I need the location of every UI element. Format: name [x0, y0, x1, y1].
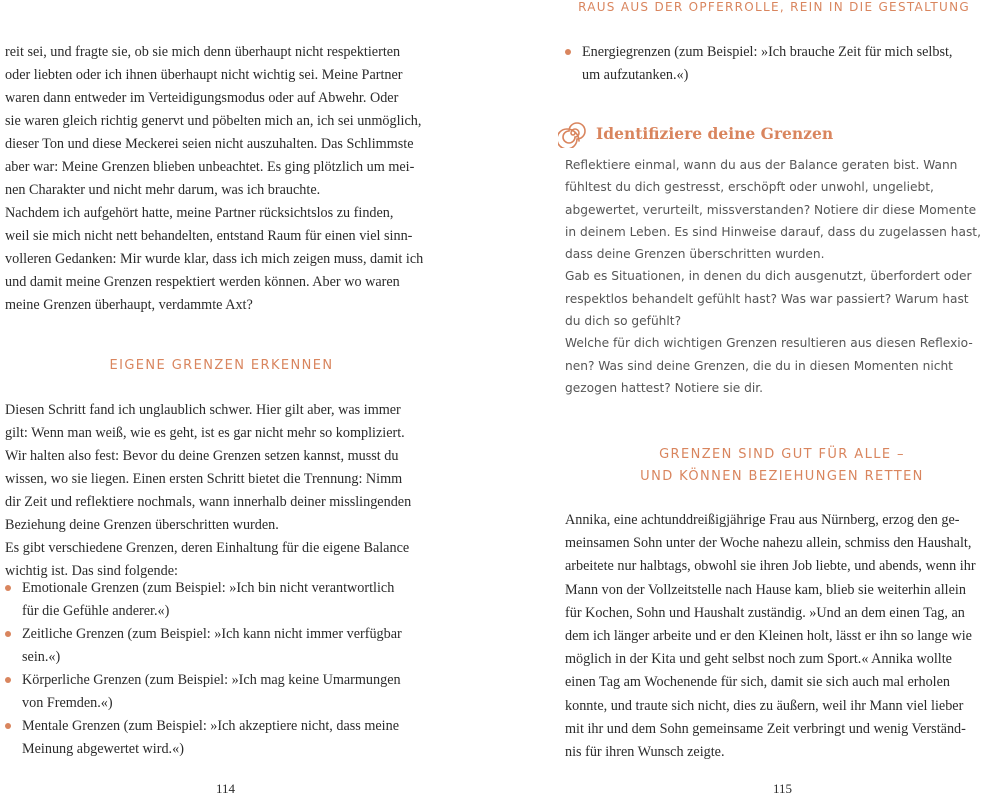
text-line: gezogen hattest? Notiere sie dir. — [565, 380, 763, 395]
text-line: Zeitliche Grenzen (zum Beispiel: »Ich kann nicht immer verfügbar — [22, 626, 402, 642]
text-line: Emotionale Grenzen (zum Beispiel: »Ich bin nicht verantwortlich — [22, 580, 395, 596]
text-line: und damit meine Grenzen respektiert werden können. Aber wo waren — [5, 274, 400, 290]
text-line: arbeitete nur halbtags, obwohl sie ihren Job liebte, und abends, wenn ihr — [565, 558, 976, 575]
text-line: mit ihr und dem Sohn gemeinsame Zeit verbringt und wenig Verständ- — [565, 720, 966, 737]
text-line: Reflektiere einmal, wann du aus der Balance geraten bist. Wann — [565, 158, 958, 172]
text-line: Mann von der Vollzeitstelle nach Hause kam, blieb sie weiterhin allein — [565, 581, 966, 598]
text-line: Welche für dich wichtigen Grenzen resultieren aus diesen Reflexio- — [565, 336, 973, 351]
text-line: waren dann entweder im Verteidigungsmodus oder auf Abwehr. Oder — [5, 90, 399, 106]
page-number-left: 114 — [216, 781, 236, 796]
energy-boundary-list — [565, 41, 997, 87]
paragraph-2 — [5, 202, 438, 317]
paragraph-annika — [565, 509, 998, 764]
text-line: Wir halten also fest: Bevor du deine Grenzen setzen kannst, musst du — [5, 448, 399, 464]
heading-line: UND KÖNNEN BEZIEHUNGEN RETTEN — [640, 469, 924, 484]
text-line: für Kochen, Sohn und Haushalt zuständig. »Und an dem einen Tag, an — [565, 604, 965, 621]
text-line: fühltest du dich gestresst, erschöpft oder unwohl, ungeliebt, — [565, 180, 934, 195]
text-line: Nachdem ich aufgehört hatte, meine Partner rücksichtslos zu finden, — [5, 205, 394, 221]
text-line: nen? Was sind deine Grenzen, die du in diesen Momenten nicht — [565, 358, 953, 373]
text-line: Beziehung deine Grenzen überschritten wurden. — [5, 517, 279, 533]
text-line: nen Charakter und nicht mehr darum, was ich brauchte. — [5, 182, 321, 198]
list-item — [565, 41, 997, 87]
text-line: dir Zeit und reflektiere nochmals, wann innerhalb deiner misslingenden — [5, 494, 412, 510]
text-line: einen Tag am Wochenende für sich, damit sie sich auch mal erholen — [565, 674, 950, 691]
text-line: oder liebten oder ich ihnen überhaupt nicht wichtig sei. Meine Partner — [5, 67, 403, 83]
section-heading-grenzen-gut — [558, 444, 1000, 488]
text-line: gilt: Wenn man weiß, wie es geht, ist es gar nicht mehr so kompliziert. — [5, 425, 405, 441]
text-line: möglich in der Kita und geht selbst noch zum Sport.« Annika wollte — [565, 651, 952, 668]
section-heading-eigene-grenzen: EIGENE GRENZEN ERKENNEN — [109, 358, 334, 373]
page-number-right: 115 — [773, 781, 793, 796]
text-line: dem ich länger arbeite und er den Kleinen holt, lässt er ihn so lange wie — [565, 628, 972, 645]
text-line: Mentale Grenzen (zum Beispiel: »Ich akzeptiere nicht, dass meine — [22, 718, 400, 734]
text-line: respektlos behandelt gefühlt hast? Was war passiert? Warum hast — [565, 291, 969, 306]
right-page — [558, 0, 1000, 800]
bullet-dot-icon — [5, 677, 11, 683]
list-item — [5, 623, 440, 669]
text-line: Energiegrenzen (zum Beispiel: »Ich brauche Zeit für mich selbst, — [582, 44, 953, 60]
text-line: dieser Ton und diese Meckerei seien nicht auszuhalten. Das Schlimmste — [5, 136, 414, 152]
boundary-types-list — [5, 577, 440, 761]
heading-line: GRENZEN SIND GUT FÜR ALLE – — [659, 447, 905, 462]
text-line: abgewertet, verurteilt, missverstanden? Notiere dir diese Momente — [565, 202, 977, 217]
text-line: konnte, und traute sich nicht, dies zu äußern, weil ihr Mann viel lieber — [565, 697, 964, 714]
text-line: Meinung abgewertet wird.«) — [22, 741, 184, 757]
bullet-dot-icon — [5, 631, 11, 637]
text-line: Körperliche Grenzen (zum Beispiel: »Ich mag keine Umarmungen — [22, 672, 401, 688]
text-line: wichtig ist. Das sind folgende: — [5, 563, 178, 579]
text-line: du dich so gefühlt? — [565, 314, 682, 329]
text-line: aber war: Meine Grenzen blieben unbeachtet. Es ging plötzlich um mei- — [5, 159, 415, 175]
text-line: weil sie mich nicht nett behandelten, entstand Raum für einen viel sinn- — [5, 228, 413, 244]
text-line: meinsamen Sohn unter der Woche nahezu allein, schmiss den Haushalt, — [565, 535, 972, 552]
text-line: für die Gefühle anderer.«) — [22, 603, 170, 619]
spiral-icon — [558, 118, 588, 148]
text-line: sie waren gleich richtig genervt und pöbelten mich an, ich sei unmöglich, — [5, 113, 422, 129]
text-line: nis für ihren Wunsch zeigte. — [565, 744, 725, 761]
bullet-dot-icon — [5, 723, 11, 729]
text-line: um aufzutanken.«) — [582, 67, 689, 83]
list-item — [5, 577, 440, 623]
text-line: volleren Gedanken: Mir wurde klar, dass ich mich zeigen muss, damit ich — [5, 251, 424, 267]
paragraph-3 — [5, 399, 438, 537]
paragraph-1 — [5, 41, 438, 202]
text-line: Es gibt verschiedene Grenzen, deren Einhaltung für die eigene Balance — [5, 540, 410, 556]
text-line: Gab es Situationen, in denen du dich ausgenutzt, überfordert oder — [565, 269, 972, 284]
text-line: Annika, eine achtunddreißigjährige Frau aus Nürnberg, erzog den ge- — [565, 512, 960, 528]
exercise-text — [565, 154, 997, 399]
list-item — [5, 669, 440, 715]
bullet-dot-icon — [5, 585, 11, 591]
running-head: RAUS AUS DER OPFERROLLE, REIN IN DIE GESTALTUNG — [578, 0, 970, 14]
text-line: sein.«) — [22, 649, 61, 665]
list-item — [5, 715, 440, 761]
exercise-title: Identifiziere deine Grenzen — [596, 123, 834, 143]
text-line: in deinem Leben. Es sind Hinweise darauf, dass du zugelassen hast, — [565, 224, 981, 239]
text-line: wissen, wo sie liegen. Einen ersten Schritt bietet die Trennung: Nimm — [5, 471, 403, 487]
bullet-dot-icon — [565, 49, 571, 55]
text-line: meine Grenzen überhaupt, verdammte Axt? — [5, 297, 253, 313]
text-line: Diesen Schritt fand ich unglaublich schwer. Hier gilt aber, was immer — [5, 402, 401, 418]
left-page — [0, 0, 460, 800]
exercise-header — [558, 118, 833, 148]
text-line: dass deine Grenzen überschritten wurden. — [565, 247, 825, 262]
text-line: reit sei, und fragte sie, ob sie mich denn überhaupt nicht respektierten — [5, 44, 401, 60]
text-line: von Fremden.«) — [22, 695, 113, 711]
